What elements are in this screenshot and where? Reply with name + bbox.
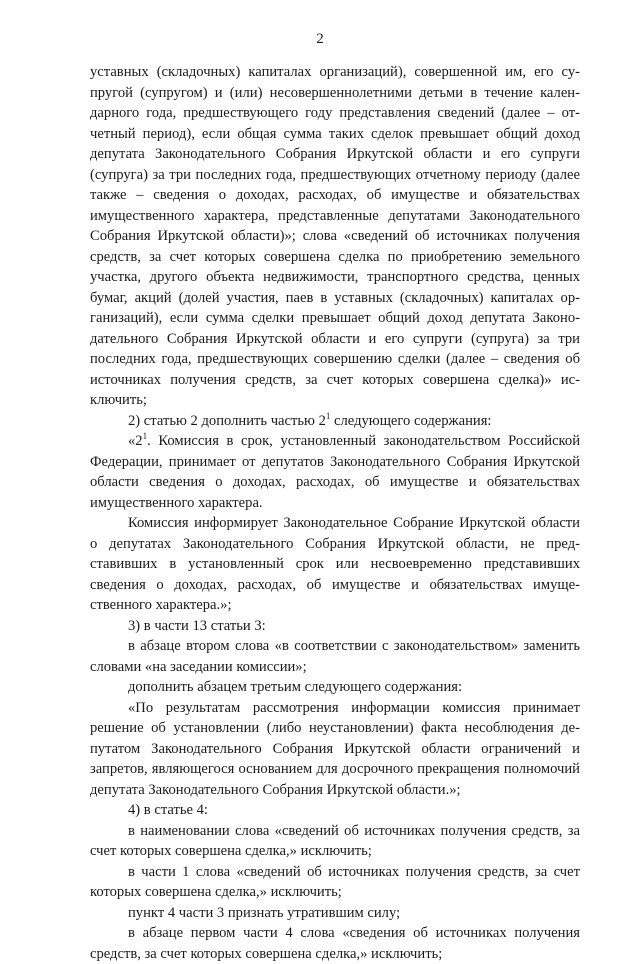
paragraph-text: в части 1 слова «сведений об источниках получения средств, за счет которых совершена сделка,» исключить; <box>90 863 580 900</box>
paragraph-text: Комиссия информирует Законодательное Собрание Иркутской области о депутатах Законодательного Собрания Иркутской области, не представивших в установленный срок или несвоевременно представивших сведения о доходах, расходах, об имуществе и обязательствах имущественного характера.»; <box>90 515 580 613</box>
document-body <box>90 62 580 964</box>
paragraph <box>90 513 580 616</box>
paragraph-text: дополнить абзацем третьим следующего содержания: <box>128 679 463 695</box>
paragraph-text: «2 <box>128 433 143 449</box>
paragraph-text: 2) статью 2 дополнить частью 2 <box>128 412 326 429</box>
paragraph <box>90 62 580 411</box>
paragraph-text: в абзаце втором слова «в соответствии с законодательством» заменить словами «на заседании комиссии»; <box>90 638 580 675</box>
paragraph-text: «По результатам рассмотрения информации комиссия принимает решение об установлении (либо неустановлении) факта несоблюдения депутатом Законодательного Собрания Иркутской области ограничений и запретов, являющегося основанием для досрочного прекращения полномочий депутата Законодательного Собрания Иркутской области.»; <box>90 699 580 798</box>
paragraph <box>90 431 580 513</box>
paragraph-text: 4) в статье 4: <box>128 802 208 818</box>
paragraph-text: пункт 4 части 3 признать утратившим силу; <box>128 904 401 921</box>
superscript: 1 <box>325 410 331 421</box>
paragraph <box>90 698 580 801</box>
paragraph <box>90 821 580 862</box>
paragraph <box>90 923 580 964</box>
paragraph-text: следующего содержания: <box>330 412 492 429</box>
paragraph <box>90 677 580 698</box>
paragraph <box>90 903 580 924</box>
paragraph-text: уставных (складочных) капиталах организаций), совершенной им, его супругой (супругом) и (или) несовершеннолетними детьми в течение календарного года, предшествующего году представления сведений (далее – отчетный период), если общая сумма таких сделок превышает общий доход депутата Законодательного Собрания Иркутской области и его супруги (супруга) за три последних года, предшествующих отчетному периоду (далее также – сведения о доходах, расходах, об имуществе и обязательствах имущественного характера, представленные депутатами Законодательного Собрания Иркутской области)»; слова «сведений об источниках получения средств, за счет которых совершена сделка по приобретению земельного участка, другого объекта недвижимости, транспортного средства, ценных бумаг, акций (долей участия, паев в уставных (складочных) капиталах организаций), если сумма сделки превышает общий доход депутата Законодательного Собрания Иркутской области и его супруги (супруга) за три последних года, предшествующих совершению сделки (далее – сведения об источниках получения средств, за счет которых совершена сделка)» исключить; <box>90 64 580 408</box>
paragraph-text: в абзаце первом части 4 слова «сведения об источниках получения средств, за счет которых совершена сделка,» исключить; <box>90 925 580 962</box>
paragraph <box>90 616 580 637</box>
paragraph-text: в наименовании слова «сведений об источниках получения средств, за счет которых совершена сделка,» исключить; <box>90 822 580 859</box>
superscript: 1 <box>142 431 148 442</box>
paragraph <box>90 800 580 821</box>
paragraph-text: . Комиссия в срок, установленный законодательством Российской Федерации, принимает от депутатов Законодательного Собрания Иркутской области сведения о доходах, расходах, об имуществе и обязательствах имущественного характера. <box>90 433 580 511</box>
paragraph <box>90 411 580 432</box>
paragraph <box>90 862 580 903</box>
page-number: 2 <box>316 31 324 47</box>
paragraph <box>90 636 580 677</box>
paragraph-text: 3) в части 13 статьи 3: <box>128 617 266 634</box>
